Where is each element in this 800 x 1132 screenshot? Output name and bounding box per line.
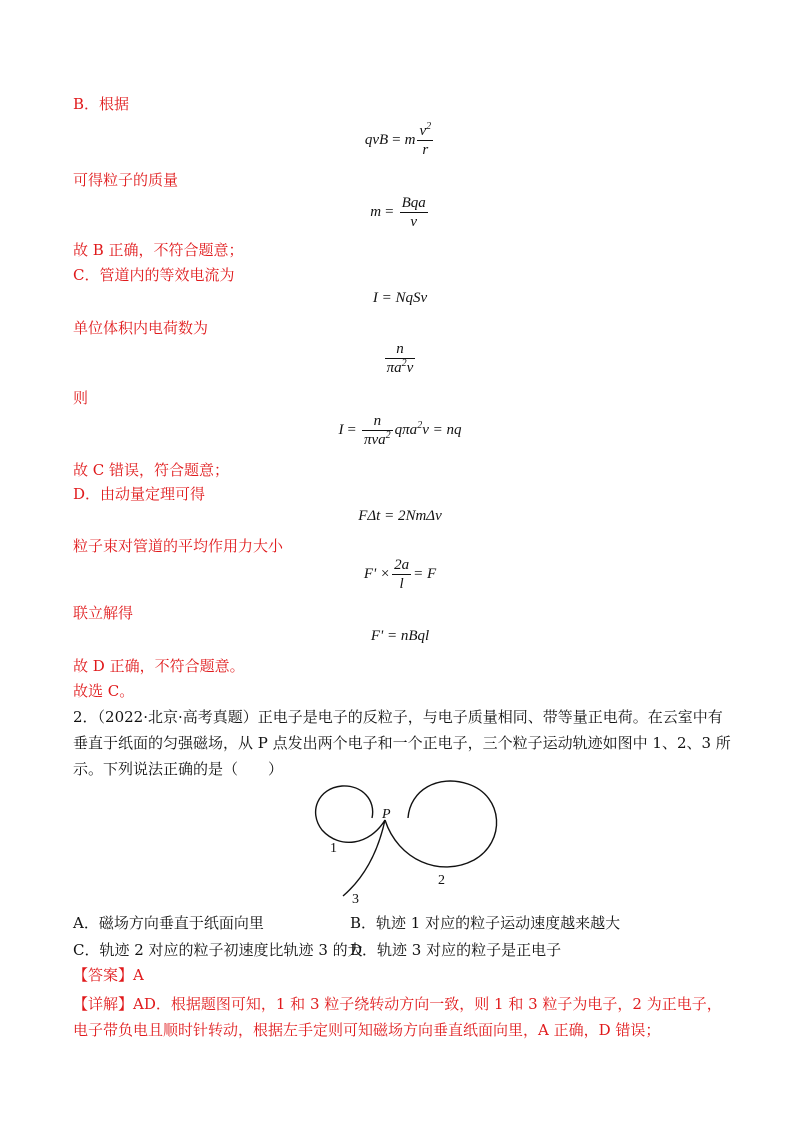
option-c-intro: C．管道内的等效电流为 [73, 266, 235, 284]
option-c-density-text: 单位体积内电荷数为 [73, 319, 209, 337]
option-d-force-text: 粒子束对管道的平均作用力大小 [73, 537, 284, 555]
equation-result-force: F' = nBql [370, 628, 430, 644]
eq7-numerator: 2a [394, 557, 410, 573]
option-c: C．轨迹 2 对应的粒子初速度比轨迹 3 的大 [73, 941, 363, 959]
option-a: A．磁场方向垂直于纸面向里 [73, 914, 264, 932]
eq5-mid-a: qπa [394, 421, 418, 438]
option-b: B．轨迹 1 对应的粒子运动速度越来越大 [350, 914, 621, 932]
eq7-rhs: = F [413, 565, 437, 582]
eq1-lhs: qvB [364, 131, 389, 148]
point-p-label: P [382, 807, 391, 822]
option-c-then: 则 [73, 389, 89, 407]
option-d-intro: D．由动量定理可得 [73, 485, 206, 503]
answer-line [73, 965, 144, 985]
eq1-equals: = [392, 131, 401, 148]
final-choice: 故选 C。 [73, 682, 135, 700]
eq4-numerator: n [385, 340, 416, 359]
eq5-lhs: I [338, 421, 344, 438]
eq4-den-sup: 2 [401, 358, 407, 369]
option-b-conclusion: 故 B 正确，不符合题意； [73, 241, 244, 259]
eq7-lhs: F' × [363, 565, 391, 582]
answer-value: A [133, 966, 144, 984]
option-b-mass-text: 可得粒子的质量 [73, 171, 179, 189]
option-b-intro: B．根据 [73, 95, 130, 113]
option-c-conclusion: 故 C 错误，符合题意； [73, 461, 230, 479]
eq2-numerator: Bqa [401, 195, 426, 211]
eq4-den-b: v [406, 360, 414, 376]
eq1-m: m [404, 131, 416, 148]
eq2-denominator: v [410, 214, 417, 230]
eq5-numerator: n [362, 412, 393, 431]
analysis-tag: 【详解】 [73, 995, 134, 1013]
eq7-denominator: l [399, 576, 404, 592]
option-d-solve-text: 联立解得 [73, 604, 134, 622]
trajectory-3 [343, 820, 385, 896]
eq1-numerator: v [419, 123, 427, 139]
option-d-conclusion: 故 D 正确，不符合题意。 [73, 657, 245, 675]
eq1-numerator-sup: 2 [426, 121, 432, 132]
trajectory-1 [316, 786, 385, 842]
eq5-den-sup: 2 [385, 430, 391, 441]
question-2-text: 2．（2022·北京·高考真题）正电子是电子的反粒子，与电子质量相同、带等量正电荷。在云室中有垂直于纸面的匀强磁场，从 P 点发出两个电子和一个正电子，三个粒子运动轨迹如图中 1、2、3 所示。下列说法正确的是（ ） [73, 708, 731, 778]
trajectory-2-label: 2 [438, 873, 445, 888]
eq5-mid-b: v = nq [422, 421, 462, 438]
trajectory-2 [385, 781, 497, 867]
analysis-text: AD．根据题图可知，1 和 3 粒子绕转动方向一致，则 1 和 3 粒子为电子，2 为正电子，电子带负电且顺时针转动，根据左手定则可知磁场方向垂直纸面向里，A 正确，D 错误； [73, 995, 722, 1039]
trajectory-3-label: 3 [352, 892, 359, 907]
eq5-equals: = [347, 421, 356, 438]
eq5-den-a: πva [363, 432, 386, 448]
eq1-denominator: r [422, 142, 429, 158]
eq2-equals: = [385, 203, 394, 220]
analysis-block [73, 991, 733, 1043]
equation-momentum: FΔt = 2NmΔv [358, 508, 442, 524]
eq2-lhs: m [370, 203, 382, 220]
eq5-mid-sup: 2 [417, 419, 423, 431]
trajectory-1-label: 1 [330, 841, 337, 856]
option-d: D．轨迹 3 对应的粒子是正电子 [350, 941, 562, 959]
equation-current: I = NqSv [372, 290, 428, 306]
answer-tag: 【答案】 [73, 966, 134, 984]
eq4-den-a: πa [386, 360, 402, 376]
